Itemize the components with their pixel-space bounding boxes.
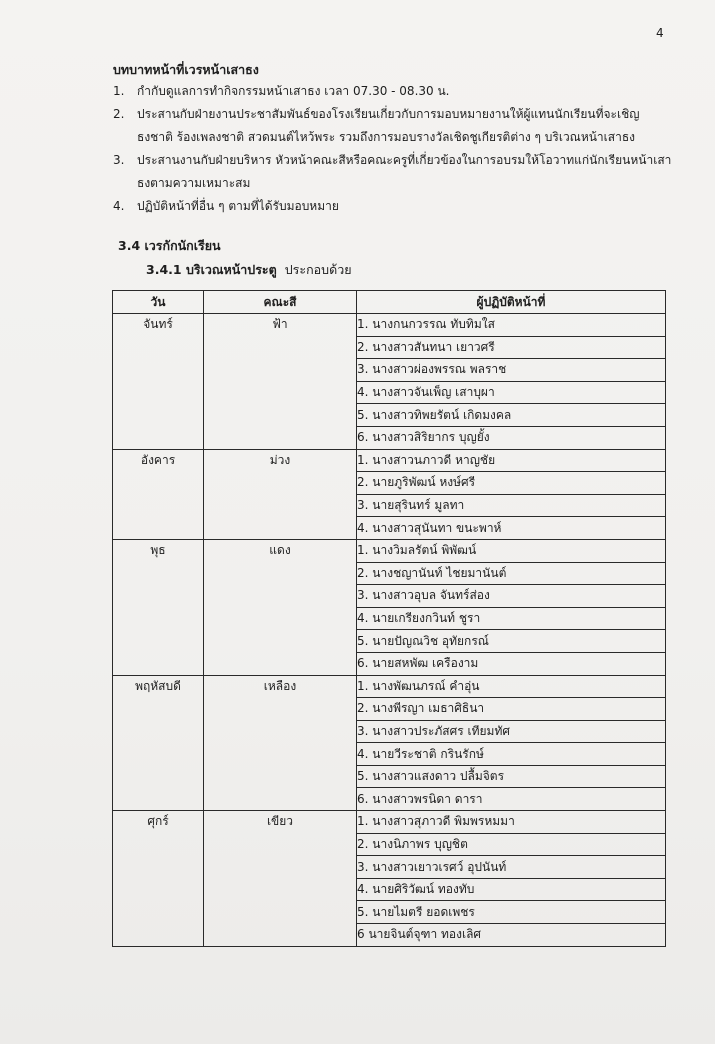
- color-team-cell: เหลือง: [204, 675, 357, 811]
- member-cell: 2. นางสาวสันทนา เยาวศรี: [357, 336, 666, 359]
- duty-number: 3.: [113, 153, 125, 167]
- color-team-cell: เขียว: [204, 811, 357, 947]
- table-row: [113, 811, 666, 834]
- member-cell: 2. นางพีรญา เมธาศิธินา: [357, 698, 666, 721]
- table-row: [113, 314, 666, 337]
- member-cell: 1. นางพัฒนภรณ์ คำอุ่น: [357, 675, 666, 698]
- duty-item: [113, 80, 673, 103]
- table-header-row: [113, 291, 666, 314]
- day-cell: พฤหัสบดี: [113, 675, 204, 811]
- table-row: [113, 449, 666, 472]
- duty-item: [113, 195, 673, 218]
- section-title: 3.4 เวรกักนักเรียน: [118, 238, 221, 253]
- duty-number: 4.: [113, 199, 125, 213]
- subsection-text: ประกอบด้วย: [284, 262, 352, 277]
- duty-number: 2.: [113, 107, 125, 121]
- table-row: [113, 675, 666, 698]
- duty-item: [113, 149, 673, 195]
- member-cell: 1. นางสาวสุภาวดี พิมพรหมมา: [357, 811, 666, 834]
- member-cell: 2. นางชญานันท์ ไชยมานันต์: [357, 562, 666, 585]
- member-cell: 4. นางสาวสุนันทา ขนะพาห์: [357, 517, 666, 540]
- duty-roster-table: [112, 290, 666, 947]
- member-cell: 4. นายศิริวัฒน์ ทองทับ: [357, 878, 666, 901]
- member-cell: 6. นางสาวพรนิดา ดารา: [357, 788, 666, 811]
- color-team-cell: ฟ้า: [204, 314, 357, 450]
- member-cell: 4. นายวีระชาติ กรินรักษ์: [357, 743, 666, 766]
- member-cell: 4. นางสาวจันเพ็ญ เสาบุผา: [357, 381, 666, 404]
- member-cell: 2. นายภูริพัฒน์ หงษ์ศรี: [357, 472, 666, 495]
- color-team-cell: ม่วง: [204, 449, 357, 539]
- page-number: 4: [656, 26, 664, 40]
- day-cell: จันทร์: [113, 314, 204, 450]
- subsection-title: [146, 260, 352, 280]
- member-cell: 4. นายเกรียงกวินท์ ชูรา: [357, 607, 666, 630]
- member-cell: 3. นางสาวอุบล จันทร์ส่อง: [357, 585, 666, 608]
- member-cell: 6. นายสหพัฒ เครืองาม: [357, 652, 666, 675]
- subsection-number: 3.4.1 บริเวณหน้าประตู: [146, 262, 277, 277]
- duty-text: ประสานงานกับฝ่ายบริหาร หัวหน้าคณะสีหรือคณะครูที่เกี่ยวข้องในการอบรมให้โอวาทแก่นักเรียนหน้าเสาธงตามความเหมาะสม: [137, 153, 672, 190]
- roster-body: [113, 314, 666, 947]
- member-cell: 3. นางสาวผ่องพรรณ พลราช: [357, 359, 666, 382]
- member-cell: 1. นางสาวนภาวดี หาญชัย: [357, 449, 666, 472]
- duty-text: ปฏิบัติหน้าที่อื่น ๆ ตามที่ได้รับมอบหมาย: [137, 199, 339, 213]
- member-cell: 6 นายจินต์จุฑา ทองเลิศ: [357, 924, 666, 947]
- member-cell: 3. นางสาวเยาวเรศว์ อุปนันท์: [357, 856, 666, 879]
- color-team-cell: แดง: [204, 539, 357, 675]
- member-cell: 3. นางสาวประภัสศร เทียมทัศ: [357, 720, 666, 743]
- header-members: ผู้ปฏิบัติหน้าที่: [357, 291, 666, 314]
- duties-list: [113, 80, 673, 218]
- day-cell: อังคาร: [113, 449, 204, 539]
- member-cell: 5. นางสาวแสงดาว ปลื้มจิตร: [357, 765, 666, 788]
- duty-text: กำกับดูแลการทำกิจกรรมหน้าเสาธง เวลา 07.30 - 08.30 น.: [137, 84, 450, 98]
- member-cell: 5. นายไมตรี ยอดเพชร: [357, 901, 666, 924]
- member-cell: 2. นางนิภาพร บุญชิต: [357, 833, 666, 856]
- day-cell: ศุกร์: [113, 811, 204, 947]
- header-day: วัน: [113, 291, 204, 314]
- member-cell: 5. นางสาวทิพยรัตน์ เกิดมงคล: [357, 404, 666, 427]
- table-row: [113, 539, 666, 562]
- duties-heading: บทบาทหน้าที่เวรหน้าเสาธง: [113, 62, 259, 77]
- member-cell: 1. นางวิมลรัตน์ พิพัฒน์: [357, 539, 666, 562]
- member-cell: 6. นางสาวสิริยากร บุญยั้ง: [357, 426, 666, 449]
- member-cell: 3. นายสุรินทร์ มูลทา: [357, 494, 666, 517]
- member-cell: 1. นางกนกวรรณ ทับทิมใส: [357, 314, 666, 337]
- day-cell: พุธ: [113, 539, 204, 675]
- duty-number: 1.: [113, 84, 125, 98]
- duty-item: [113, 103, 673, 149]
- member-cell: 5. นายปัญณวิช อุทัยกรณ์: [357, 630, 666, 653]
- duty-text: ประสานกับฝ่ายงานประชาสัมพันธ์ของโรงเรียนเกี่ยวกับการมอบหมายงานให้ผู้แทนนักเรียนที่จะเชิญธงชาติ ร้องเพลงชาติ สวดมนต์ไหว้พระ รวมถึงการมอบรางวัลเชิดชูเกียรติต่าง ๆ บริเวณหน้าเสาธง: [137, 107, 640, 144]
- header-color: คณะสี: [204, 291, 357, 314]
